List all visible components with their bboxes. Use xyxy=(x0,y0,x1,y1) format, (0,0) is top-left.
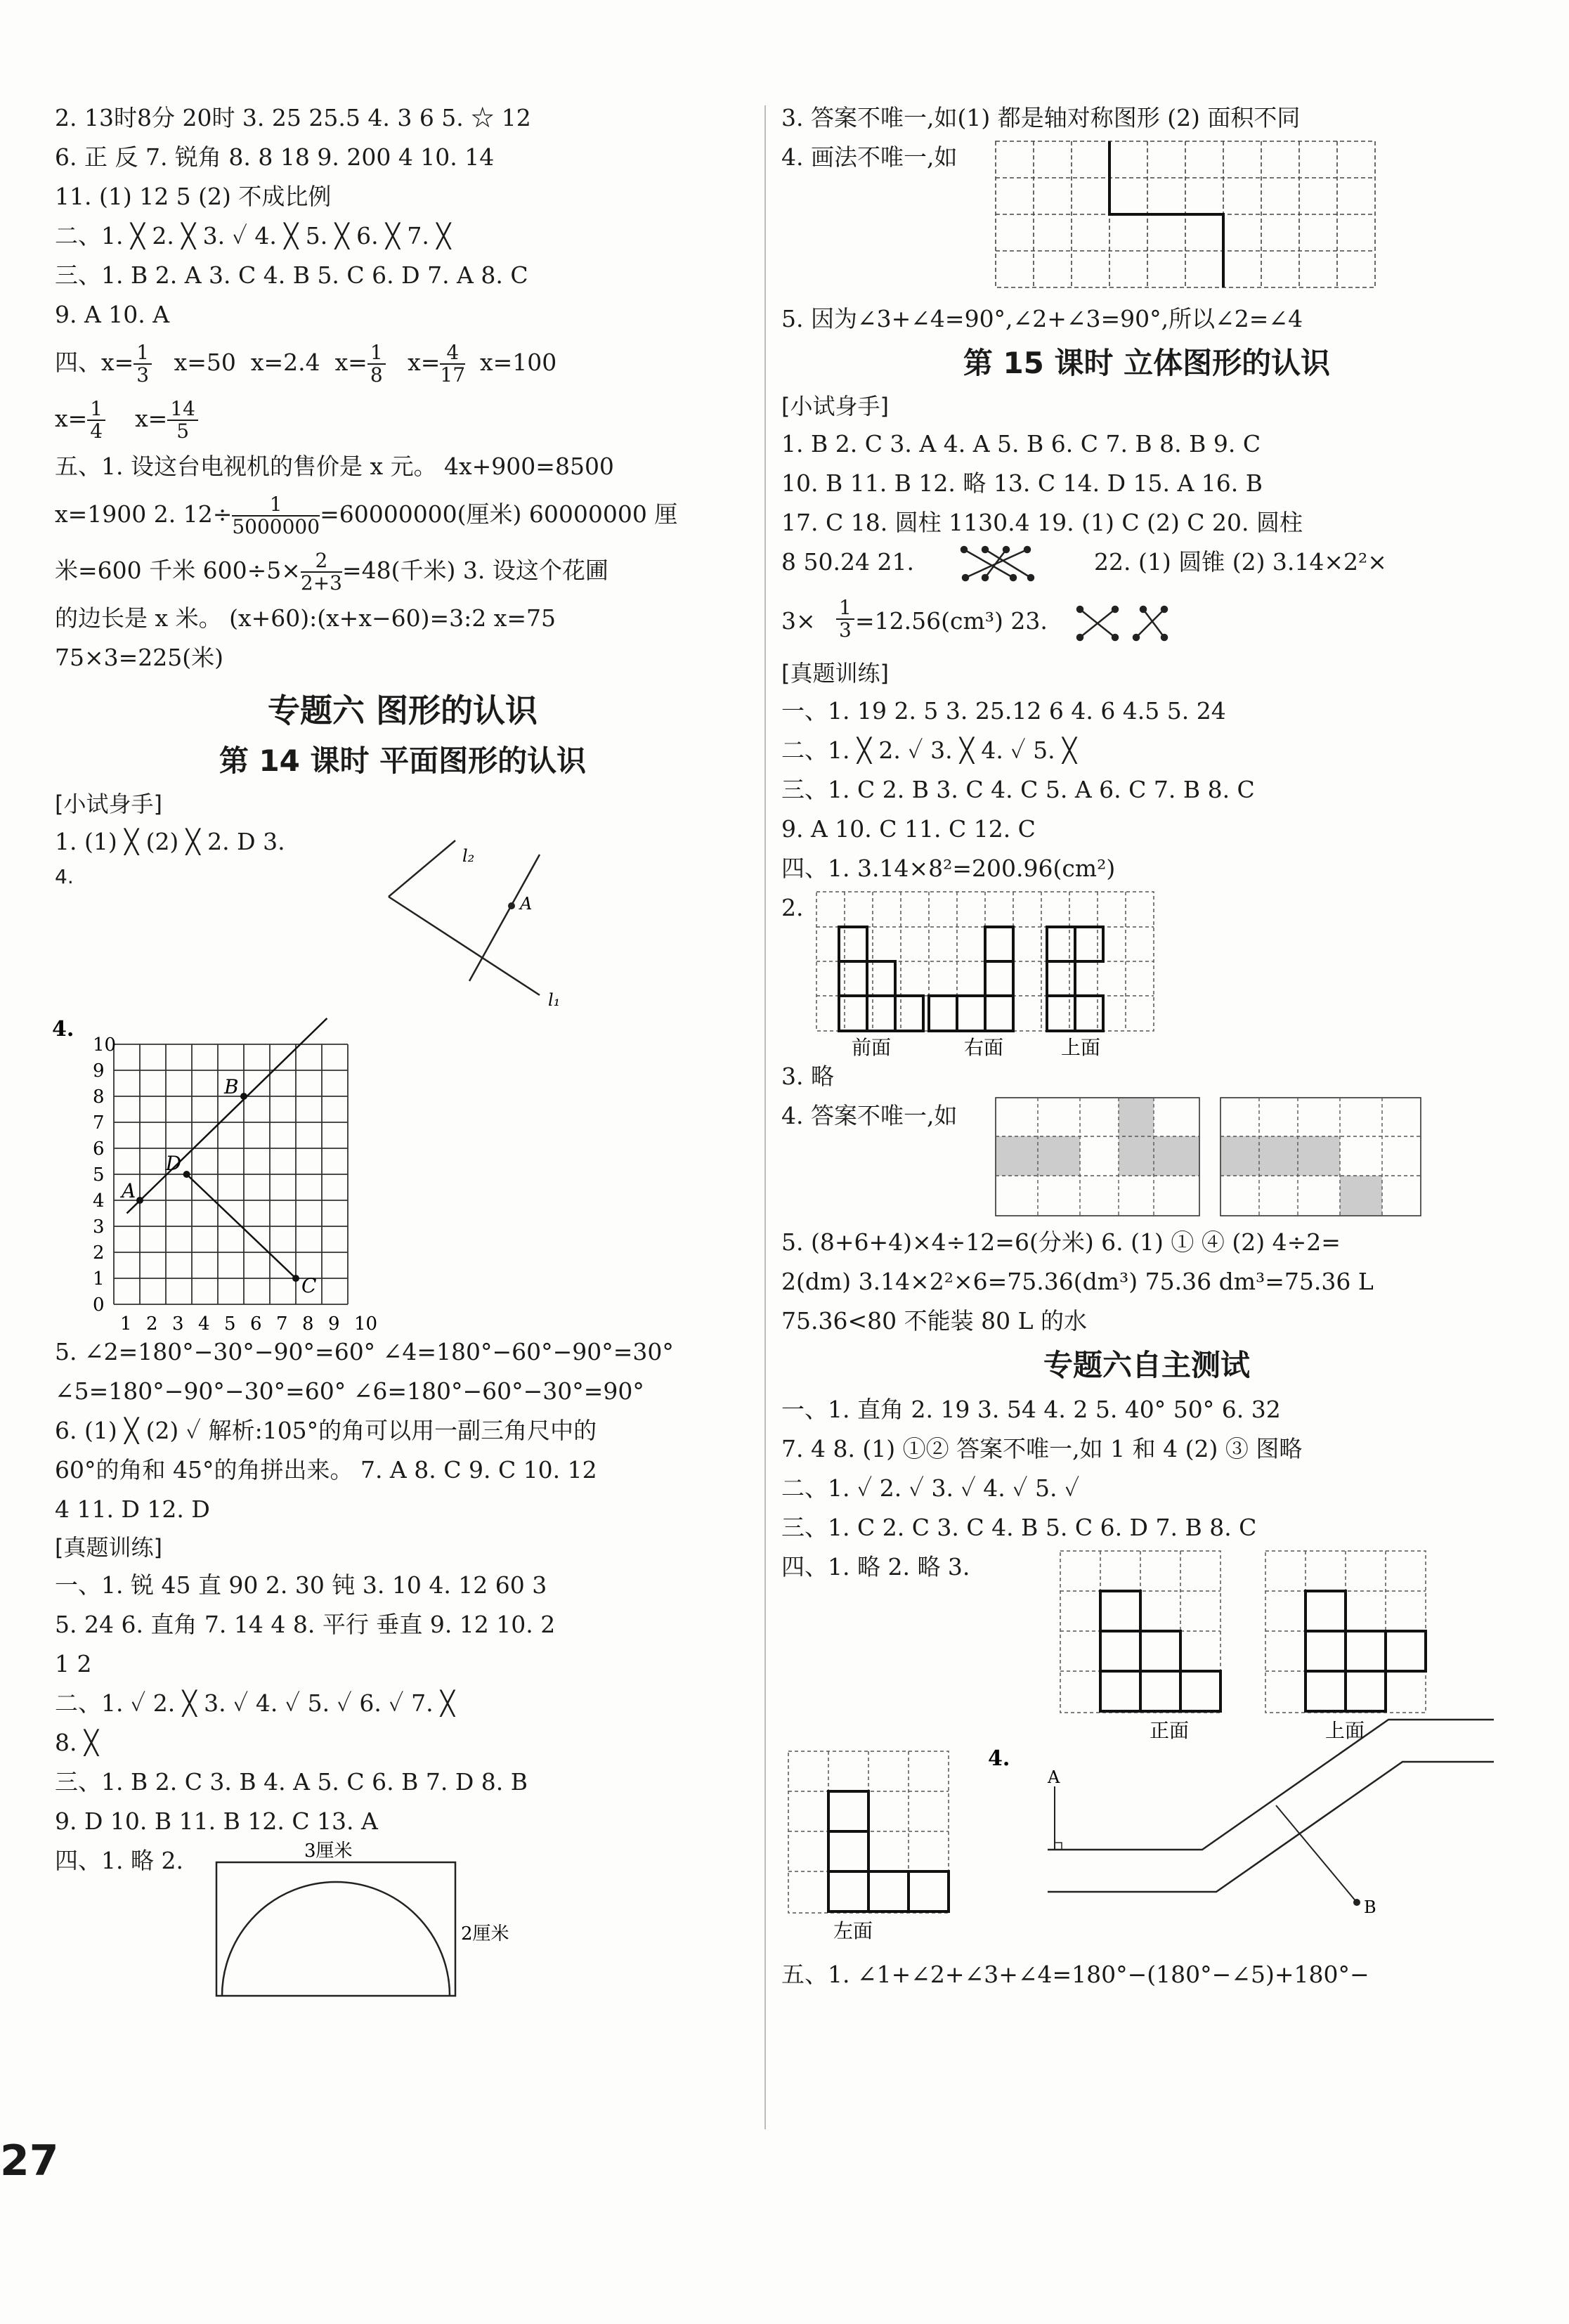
fraction: $\frac{1}{5000000}$ xyxy=(232,493,320,538)
test-left-label: 左面 xyxy=(833,1919,873,1942)
answer-line: 5. 24 6. 直角 7. 14 4 8. 平行 垂直 9. 12 10. 2 xyxy=(55,1611,556,1638)
y-tick-label: 7 xyxy=(93,1112,105,1134)
answer-line: 7. 4 8. (1) ①② 答案不唯一,如 1 和 4 (2) ③ 图略 xyxy=(781,1435,1303,1462)
point-A-label: A xyxy=(1048,1767,1060,1787)
column-divider xyxy=(764,105,766,2129)
lesson-title: 第 15 课时 立体图形的认识 xyxy=(963,346,1331,380)
point-B-label: B xyxy=(1364,1897,1376,1917)
view-front-label: 前面 xyxy=(852,1036,892,1059)
point-label-A: A xyxy=(122,1179,136,1202)
x-tick-label: 6 xyxy=(250,1313,262,1335)
lesson-title: 第 14 课时 平面图形的认识 xyxy=(219,744,587,778)
y-tick-label: 6 xyxy=(93,1138,105,1160)
answer-line: 三、1. C 2. B 3. C 4. C 5. A 6. C 7. B 8. C xyxy=(781,776,1255,803)
answer-line: 6. 正 反 7. 锐角 8. 8 18 9. 200 4 10. 14 xyxy=(55,143,495,171)
y-tick-label: 0 xyxy=(93,1294,105,1316)
answer-line: 四、1. 略 2. xyxy=(55,1847,183,1874)
section-label: [小试身手] xyxy=(781,393,889,420)
x-tick-label: 5 xyxy=(224,1313,236,1335)
test-views-svg xyxy=(770,1547,1501,1955)
view-top-label: 上面 xyxy=(1061,1036,1101,1059)
point-D xyxy=(183,1171,190,1178)
equation-line: x= $\frac{1}{4}$ x= $\frac{14}{5}$ xyxy=(55,391,750,447)
answer-line: 三、1. B 2. A 3. C 4. B 5. C 6. D 7. A 8. C xyxy=(55,261,528,289)
coordinate-grid xyxy=(52,1017,750,1335)
answer-line: 五、1. 设这台电视机的售价是 x 元。 4x+900=8500 xyxy=(55,453,614,480)
answer-line: 二、1. ╳ 2. ╳ 3. ✓ 4. ╳ 5. ╳ 6. ╳ 7. ╳ xyxy=(55,222,451,249)
answer-line: ∠5=180°−90°−30°=60° ∠6=180°−60°−30°=90° xyxy=(55,1377,644,1405)
answer-line: 11. (1) 12 5 (2) 不成比例 xyxy=(55,183,332,210)
answer-line: 2(dm) 3.14×2²×6=75.36(dm³) 75.36 dm³=75.36 L xyxy=(781,1268,1374,1295)
answer-line: 2. 13时8分 20时 3. 25 25.5 4. 3 6 5. ☆ 12 xyxy=(55,104,531,131)
section-label: [真题训练] xyxy=(55,1534,162,1561)
answer-line: 9. A 10. C 11. C 12. C xyxy=(781,815,1036,843)
fraction: $\frac{1}{8}$ xyxy=(367,342,386,386)
x-tick-label: 1 xyxy=(120,1313,132,1335)
test-top-label: 上面 xyxy=(1325,1719,1365,1742)
y-tick-label: 5 xyxy=(93,1164,105,1186)
answer-line: 6. (1) ╳ (2) ✓ 解析:105°的角可以用一副三角尺中的 xyxy=(55,1417,597,1444)
point-label-C: C xyxy=(301,1274,317,1297)
section-label: [真题训练] xyxy=(781,660,889,687)
view-right-label: 右面 xyxy=(964,1036,1004,1059)
x-tick-label: 10 xyxy=(354,1313,378,1335)
point-label-B: B xyxy=(224,1075,239,1098)
equation-line: 四、x= $\frac{1}{3}$ x=50 x=2.4 x= $\frac{1}{8}$ x= $\frac{4}{17}$ x=100 xyxy=(55,341,557,387)
x-tick-label: 2 xyxy=(146,1313,158,1335)
x-tick-label: 9 xyxy=(328,1313,340,1335)
perpendicular-lines-svg xyxy=(55,846,750,1030)
y-tick-label: 1 xyxy=(93,1268,105,1290)
answer-line: 5. 因为∠3+∠4=90°,∠2+∠3=90°,所以∠2=∠4 xyxy=(781,305,1303,332)
answer-line: 二、1. ╳ 2. ✓ 3. ╳ 4. ✓ 5. ╳ xyxy=(781,736,1077,764)
point-C xyxy=(292,1275,299,1282)
answer-line: 9. A 10. A xyxy=(55,301,170,328)
y-tick-label: 4 xyxy=(93,1190,105,1212)
x-tick-label: 4 xyxy=(198,1313,210,1335)
point-A xyxy=(136,1197,143,1204)
answer-line: 二、1. ✓ 2. ✓ 3. ✓ 4. ✓ 5. ✓ xyxy=(781,1474,1080,1502)
fraction: $\frac{4}{17}$ xyxy=(440,341,466,387)
line-l1 xyxy=(389,897,540,995)
answer-line: 8. ╳ xyxy=(55,1729,98,1756)
answer-line: 3. 答案不唯一,如(1) 都是轴对称图形 (2) 面积不同 xyxy=(781,104,1301,131)
answer-line: 三、1. B 2. C 3. B 4. A 5. C 6. B 7. D 8. B xyxy=(55,1768,528,1796)
answer-line: 一、1. 直角 2. 19 3. 54 4. 2 5. 40° 50° 6. 32 xyxy=(781,1396,1281,1423)
answer-line: 10. B 11. B 12. 略 13. C 14. D 15. A 16. B xyxy=(781,469,1263,497)
answer-line: 4 11. D 12. D xyxy=(55,1495,210,1523)
perp-line xyxy=(469,855,540,981)
answer-line: 二、1. ✓ 2. ╳ 3. ✓ 4. ✓ 5. ✓ 6. ✓ 7. ╳ xyxy=(55,1689,455,1717)
fraction: $\frac{1}{3}$ xyxy=(134,342,152,386)
dashed-grid-drawing xyxy=(781,138,1512,299)
answer-line: 的边长是 x 米。 (x+60):(x+x−60)=3:2 x=75 xyxy=(55,604,556,632)
symmetric-drawing xyxy=(781,138,1512,299)
line-AB xyxy=(127,1018,327,1214)
answer-line: 1. (1) ╳ (2) ╳ 2. D 3. xyxy=(55,828,285,855)
cuboid-nets-svg xyxy=(781,1096,1512,1223)
answer-line: 3. 略 xyxy=(781,1063,834,1090)
answer-line: 1. B 2. C 3. A 4. A 5. B 6. C 7. B 8. B 9. C xyxy=(781,430,1261,457)
perpendicular-figure xyxy=(55,846,750,1030)
y-tick-label: 8 xyxy=(93,1086,105,1108)
answer-line: 五、1. ∠1+∠2+∠3+∠4=180°−(180°−∠5)+180°− xyxy=(781,1961,1369,1988)
matching-line: 8 50.24 21. 22. (1) 圆锥 (2) 3.14×2²× xyxy=(781,543,1512,592)
answer-line: 75.36<80 不能装 80 L 的水 xyxy=(781,1307,1087,1335)
question-4-label: 4. xyxy=(55,865,74,888)
answer-line: 5. ∠2=180°−30°−90°=60° ∠4=180°−60°−90°=30° xyxy=(55,1338,674,1365)
point-A xyxy=(508,902,515,909)
test-title: 专题六自主测试 xyxy=(1043,1348,1250,1382)
y-tick-label: 2 xyxy=(93,1242,105,1264)
section-label: [小试身手] xyxy=(55,791,162,817)
semicircle-figure xyxy=(55,1841,750,2003)
answer-line: 三、1. C 2. C 3. C 4. B 5. C 6. D 7. B 8. C xyxy=(781,1514,1257,1541)
fraction: $\frac{2}{2+3}$ xyxy=(300,549,342,595)
label-A: A xyxy=(520,894,533,914)
answer-line: 9. D 10. B 11. B 12. C 13. A xyxy=(55,1807,378,1835)
semicircle xyxy=(222,1882,450,1996)
right-column xyxy=(781,98,1512,1994)
answer-line: 4. 画法不唯一,如 xyxy=(781,143,958,171)
grid-figure xyxy=(52,1017,750,1335)
fraction: $\frac{1}{4}$ xyxy=(87,398,105,442)
y-tick-label: 3 xyxy=(93,1216,105,1238)
fraction: $\frac{14}{5}$ xyxy=(167,398,198,442)
answer-line: 5. (8+6+4)×4÷12=6(分米) 6. (1) ① ④ (2) 4÷2= xyxy=(781,1228,1341,1256)
answer-line: 60°的角和 45°的角拼出来。 7. A 8. C 9. C 10. 12 xyxy=(55,1456,597,1484)
fraction: $\frac{1}{3}$ xyxy=(836,597,854,641)
y-tick-label: 9 xyxy=(93,1060,105,1082)
left-column xyxy=(52,98,750,2003)
test-front-label: 正面 xyxy=(1150,1719,1190,1742)
x-tick-label: 7 xyxy=(276,1313,288,1335)
y-tick-label: 10 xyxy=(93,1034,117,1056)
x-tick-label: 3 xyxy=(172,1313,184,1335)
test-views-figure: 四、1. 略 2. 略 3. 正面 上面 左面 4. A B xyxy=(781,1547,1512,1955)
point-label-D: D xyxy=(165,1152,182,1175)
answer-line: 一、1. 19 2. 5 3. 25.12 6 4. 6 4.5 5. 24 xyxy=(781,697,1226,725)
answer-line: 75×3=225(米) xyxy=(55,644,224,671)
x-tick-label: 8 xyxy=(302,1313,314,1335)
matching-line: 3× $\frac{1}{3}$ =12.56(cm³) 23. xyxy=(781,592,1512,655)
point-B xyxy=(240,1093,247,1100)
topic-title: 专题六 图形的认识 xyxy=(267,692,538,729)
answer-line: x=1900 2. 12÷ $\frac{1}{5000000}$ =60000000(厘米) 60000000 厘 xyxy=(55,493,678,538)
three-views-figure: 2. 前面 右面 上面 xyxy=(781,888,1512,1057)
answer-line: 17. C 18. 圆柱 1130.4 19. (1) C (2) C 20. 圆柱 xyxy=(781,509,1303,536)
answer-line: 1 2 xyxy=(55,1650,92,1677)
dividing-path xyxy=(1109,141,1223,287)
answer-line: 一、1. 锐 45 直 90 2. 30 钝 3. 10 4. 12 60 3 xyxy=(55,1571,547,1599)
height-label: 2厘米 xyxy=(461,1923,509,1945)
semicircle-rect-svg xyxy=(55,1841,750,2003)
net-figure: 4. 答案不唯一,如 xyxy=(781,1096,1512,1223)
answer-line: 四、1. 3.14×8²=200.96(cm²) xyxy=(781,855,1116,882)
label-l2: l₂ xyxy=(462,846,475,866)
page-number: 27 xyxy=(0,2136,59,2186)
question-label: 4. xyxy=(52,1017,74,1041)
answer-line: 米=600 千米 600÷5× $\frac{2}{2+3}$ =48(千米) 3. 设这个花圃 xyxy=(55,549,608,595)
label-l1: l₁ xyxy=(548,990,561,1010)
width-label: 3厘米 xyxy=(304,1841,353,1862)
match-23-svg xyxy=(781,592,1512,655)
three-views-svg xyxy=(781,888,1512,1057)
q4-label: 4. xyxy=(988,1746,1010,1771)
